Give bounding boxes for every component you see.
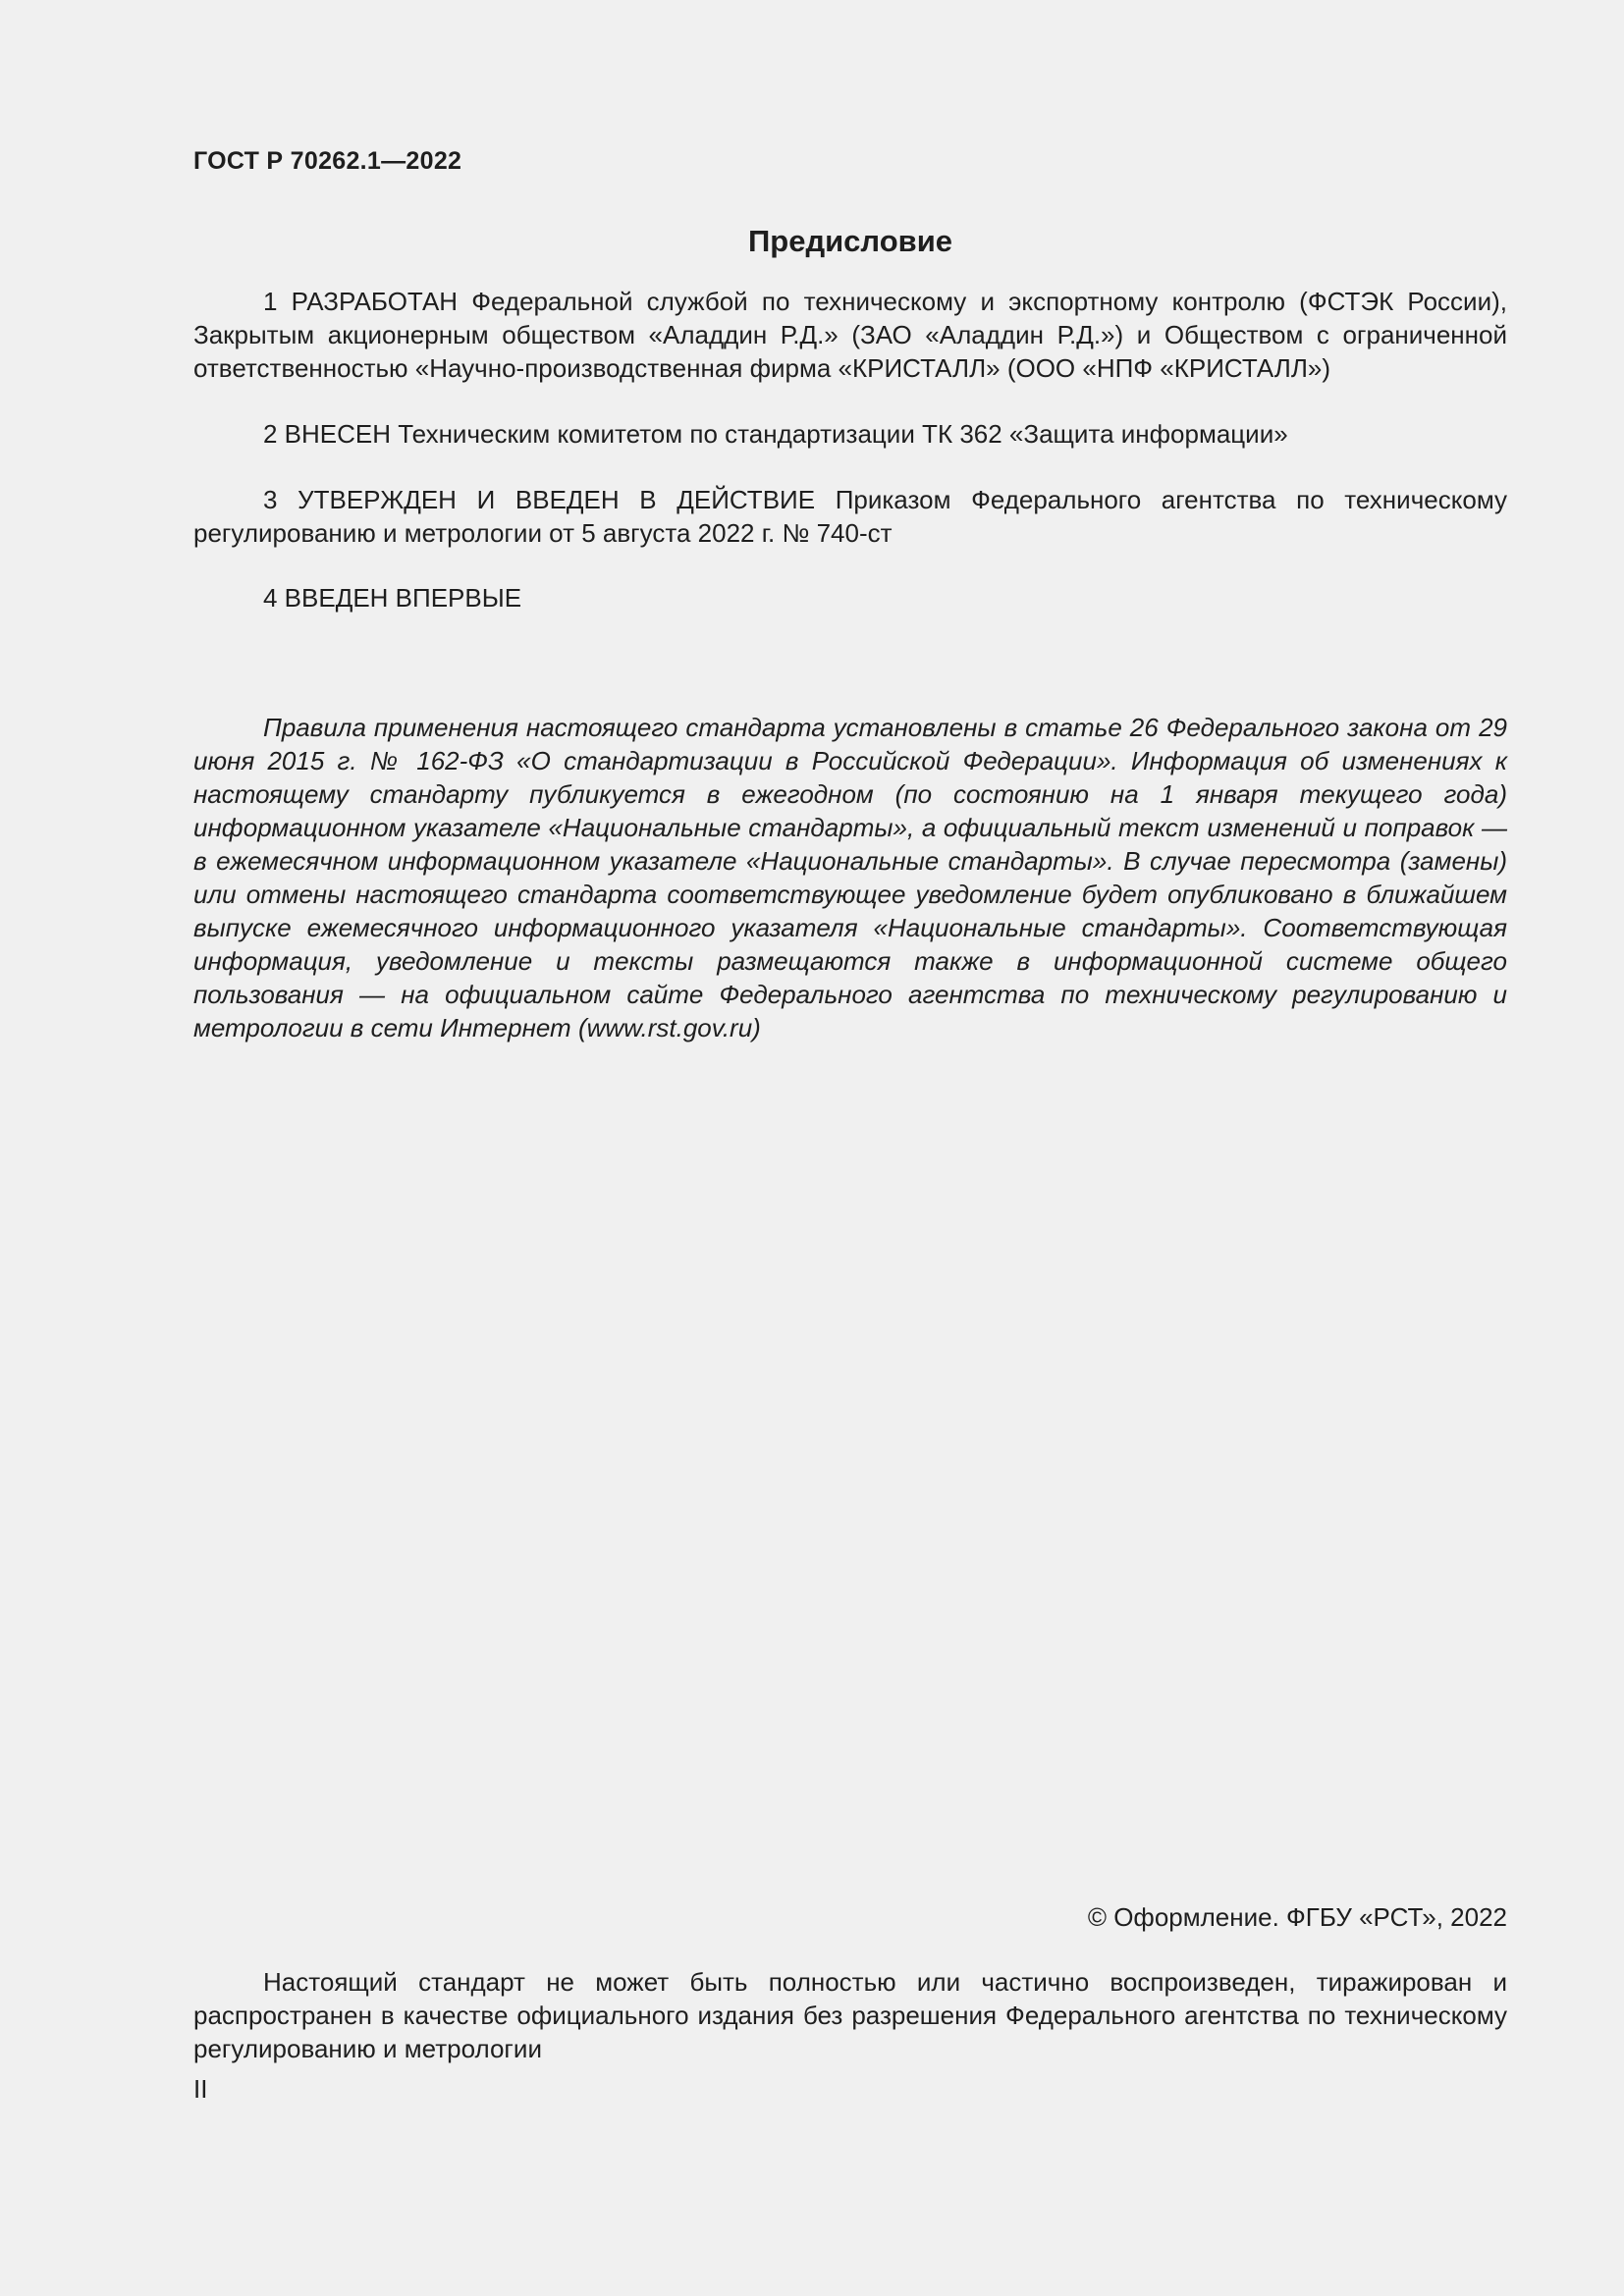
foreword-item-3: 3 УТВЕРЖДЕН И ВВЕДЕН В ДЕЙСТВИЕ Приказом Федерального агентства по техническому регулированию и метрологии от 5 августа 2022 г. № 740-ст: [193, 485, 1507, 548]
foreword-item-1: 1 РАЗРАБОТАН Федеральной службой по техническому и экспортному контролю (ФСТЭК России), Закрытым акционерным обществом «Аладдин Р.Д.» (ЗАО «Аладдин Р.Д.») и Обществом с ограниченной ответственностью «Научно-производственная фирма «КРИСТАЛЛ» (ООО «НПФ «КРИСТАЛЛ»): [193, 287, 1507, 383]
document-code: ГОСТ Р 70262.1—2022: [193, 147, 462, 175]
foreword-item-4: 4 ВВЕДЕН ВПЕРВЫЕ: [263, 583, 522, 613]
page-number: II: [193, 2074, 208, 2104]
application-rules-notice: Правила применения настоящего стандарта установлены в статье 26 Федерального закона от 29 июня 2015 г. № 162-ФЗ «О стандартизации в Российской Федерации». Информация об изменениях к настоящему стандарту публикуется в ежегодном (по состоянию на 1 января текущего года) информационном указателе «Национальные стандарты», а официальный текст изменений и поправок — в ежемесячном информационном указателе «Национальные стандарты». В случае пересмотра (замены) или отмены настоящего стандарта соответствующее уведомление будет опубликовано в ближайшем выпуске ежемесячного информационного указателя «Национальные стандарты». Соответствующая информация, уведомление и тексты размещаются также в информационной системе общего пользования — на официальном сайте Федерального агентства по техническому регулированию и метрологии в сети Интернет (www.rst.gov.ru): [193, 713, 1507, 1042]
reproduction-restriction: Настоящий стандарт не может быть полностью или частично воспроизведен, тиражирован и распространен в качестве официального издания без разрешения Федерального агентства по техническому регулированию и метрологии: [193, 1967, 1507, 2063]
foreword-item-2: 2 ВНЕСЕН Техническим комитетом по стандартизации ТК 362 «Защита информации»: [263, 419, 1288, 449]
copyright-line: © Оформление. ФГБУ «РСТ», 2022: [1087, 1902, 1507, 1932]
section-title: Предисловие: [747, 224, 952, 258]
